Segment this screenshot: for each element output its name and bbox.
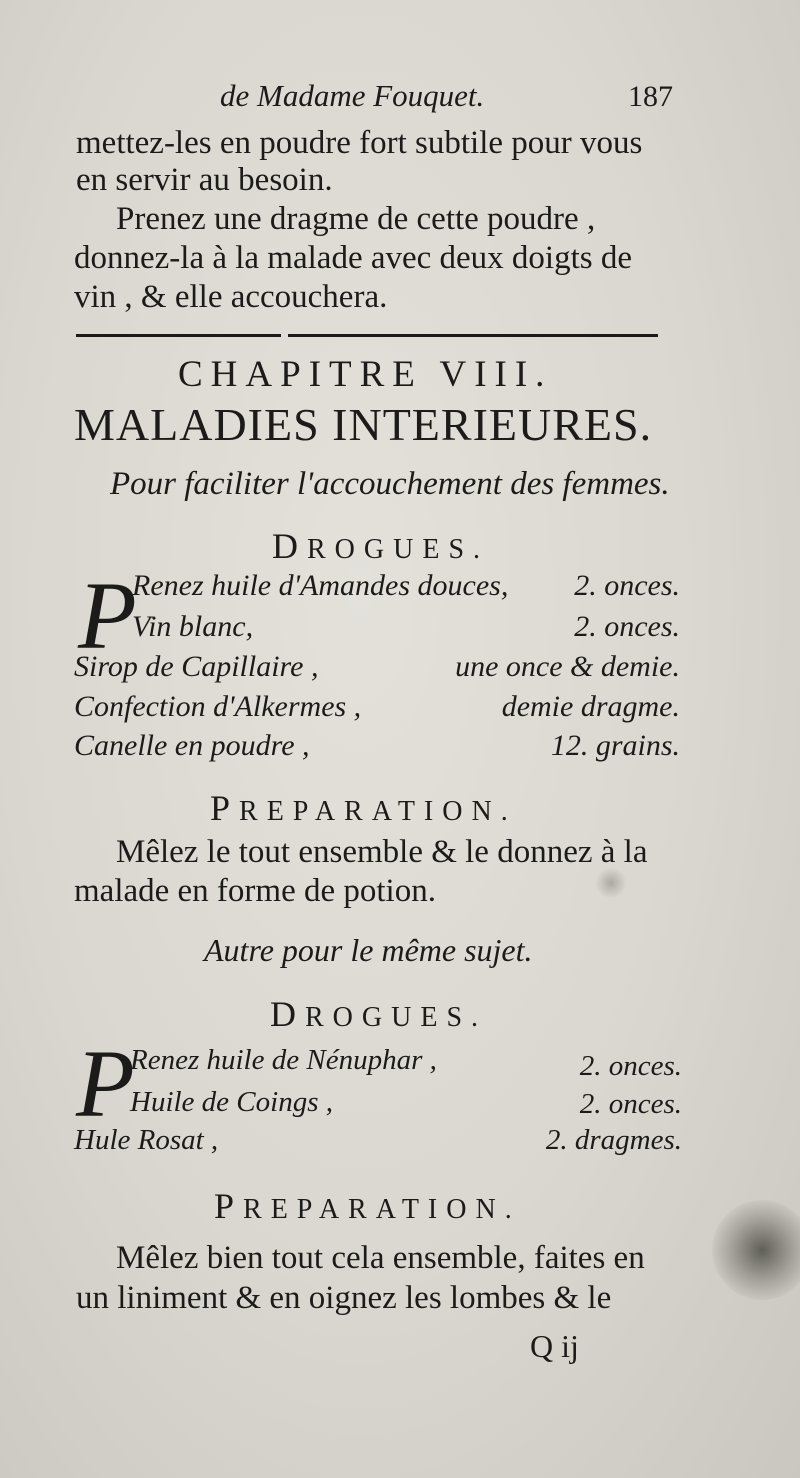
section-rule-left: [76, 334, 281, 337]
text-line: en servir au besoin.: [76, 162, 333, 198]
page-number: 187: [628, 80, 673, 113]
ingredient-qty: une once & demie.: [455, 650, 680, 683]
ingredient-name: Huile de Coings ,: [130, 1086, 333, 1118]
heading-rest: ROGUES.: [307, 534, 490, 565]
ingredient-qty: 2. onces.: [579, 1088, 682, 1120]
drugs-heading: [272, 528, 489, 564]
heading-initial: P: [214, 1186, 244, 1226]
ingredient-name: Renez huile d'Amandes douces,: [132, 569, 509, 602]
text-line: Prenez une dragme de cette poudre ,: [116, 201, 596, 237]
text-line: Mêlez bien tout cela ensemble, faites en: [116, 1240, 645, 1276]
chapter-number: CHAPITRE VIII.: [178, 354, 553, 395]
text-line: donnez-la à la malade avec deux doigts de: [74, 240, 633, 276]
preparation-heading: [214, 1188, 521, 1224]
ingredient-qty: 2. onces.: [574, 569, 680, 602]
preparation-heading: [210, 790, 517, 826]
text-line: un liniment & en oignez les lombes & le: [76, 1280, 612, 1316]
ingredient-qty: 2. onces.: [579, 1050, 682, 1082]
ink-stain: [712, 1200, 800, 1300]
running-title: de Madame Fouquet.: [220, 78, 485, 113]
ingredient-name: Sirop de Capillaire ,: [74, 650, 319, 683]
heading-rest: REPARATION.: [243, 1194, 521, 1225]
heading-rest: ROGUES.: [305, 1002, 488, 1033]
heading-initial: D: [272, 526, 307, 566]
chapter-subtitle: Pour faciliter l'accouchement des femmes.: [110, 466, 670, 502]
text-line: vin , & elle accouchera.: [74, 279, 388, 315]
text-line: mettez-les en poudre fort subtile pour vous: [76, 125, 643, 161]
ink-stain: [596, 868, 626, 898]
ingredient-name: Renez huile de Nénuphar ,: [130, 1044, 437, 1076]
ingredient-name: Confection d'Alkermes ,: [74, 690, 362, 723]
section-rule-right: [288, 334, 658, 337]
drop-cap: P: [76, 1030, 135, 1137]
recipe-title: Autre pour le même sujet.: [204, 932, 533, 968]
chapter-title: MALADIES INTERIEURES.: [74, 399, 653, 450]
ingredient-qty: demie dragme.: [501, 690, 680, 723]
ingredient-name: Hule Rosat ,: [74, 1124, 219, 1156]
heading-rest: REPARATION.: [239, 796, 517, 827]
text-line: Mêlez le tout ensemble & le donnez à la: [116, 834, 648, 870]
heading-initial: D: [270, 994, 305, 1034]
signature-mark: Q ij: [530, 1328, 579, 1364]
drop-cap: P: [78, 562, 137, 669]
ingredient-qty: 2. onces.: [574, 610, 680, 643]
heading-initial: P: [210, 788, 240, 828]
ingredient-name: Vin blanc,: [132, 610, 254, 643]
ingredient-qty: 2. dragmes.: [545, 1124, 682, 1156]
ingredient-name: Canelle en poudre ,: [74, 729, 310, 762]
text-line: malade en forme de potion.: [74, 873, 436, 909]
ingredient-qty: 12. grains.: [550, 729, 680, 762]
drugs-heading: [270, 996, 487, 1032]
